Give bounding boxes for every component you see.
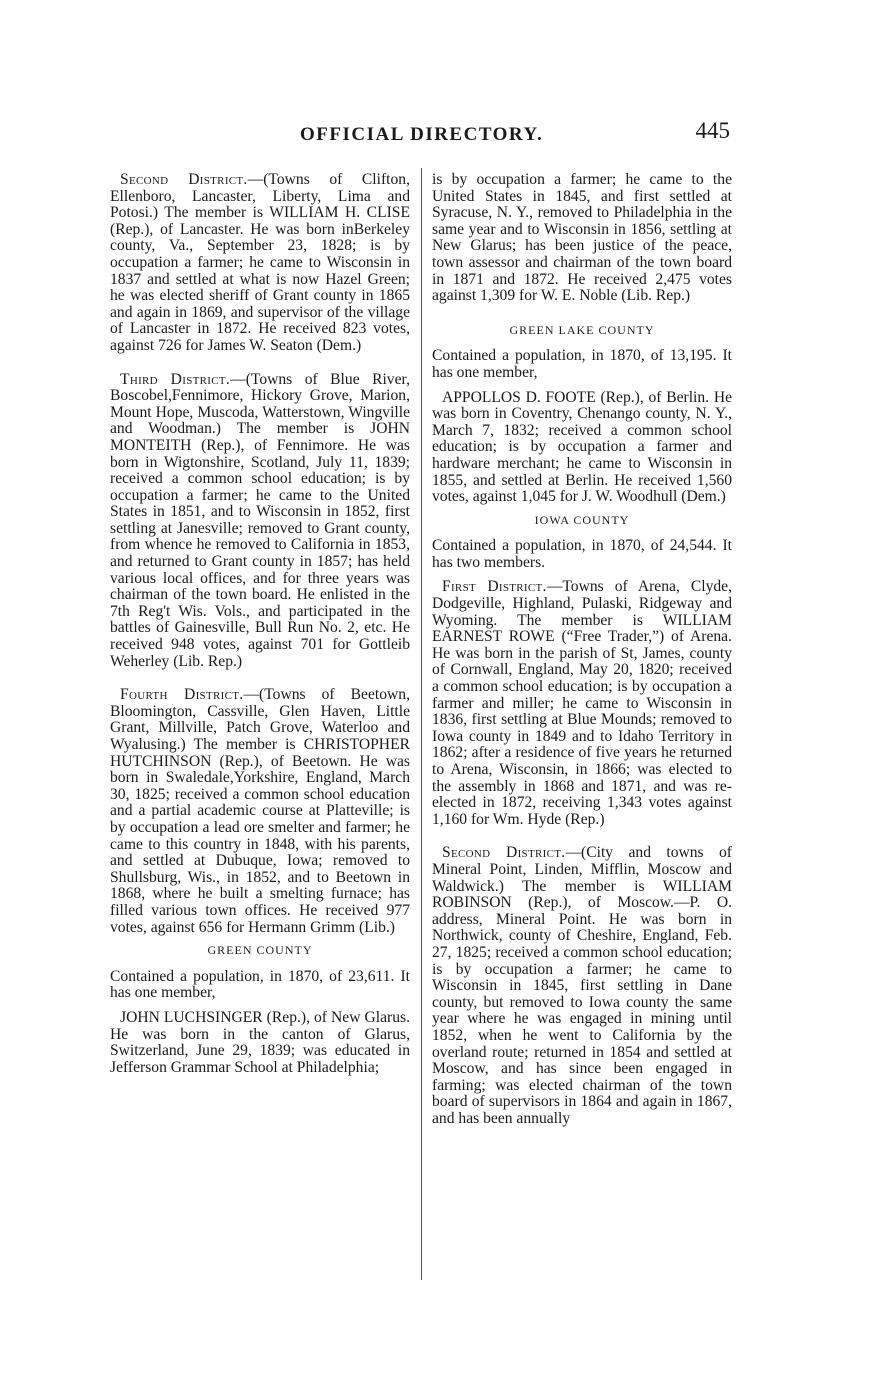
right-column (432, 172, 732, 1133)
district-label: Fourth District. (120, 686, 244, 704)
district-label: Third District. (120, 370, 231, 388)
green-lake-county-member: APPOLLOS D. FOOTE (Rep.), of Berlin. He was born in Coventry, Chenango county, N. Y., March 7, 1832; received a common school education; is by occupation a farmer and hardware merchant; he came to Wisconsin in 1855, and settled at Berlin. He received 1,560 votes, against 1,045 for J. W. Woodhull (Dem.) (432, 388, 732, 506)
iowa-county-heading: IOWA COUNTY (534, 512, 630, 527)
green-county-population: Contained a population, in 1870, of 23,611. It has one member, (110, 967, 410, 1002)
second-district-entry (110, 172, 410, 355)
district-label: First District. (442, 578, 547, 596)
running-head: OFFICIAL DIRECTORY. (300, 124, 544, 145)
green-lake-county-heading: GREEN LAKE COUNTY (509, 322, 655, 337)
district-text: —(City and towns of Mineral Point, Linden, Mifflin, Moscow and Waldwick.) The member is WILLIAM ROBINSON (Rep.), of Moscow.—P. O. address, Mineral Point. He was born in Northwick, county of Cheshire, England, Feb. 27, 1825; received a common school education; is by occupation a farmer; he came to Wisconsin in 1845, first settling in Dane county, but removed to Iowa county the same year where he was engaged in mining until 1852, when he went to California by the overland route; returned in 1854 and settled at Moscow, and has since been engaged in farming; was elected chairman of the town board of supervisors in 1864 and again in 1867, and has been annually (432, 844, 732, 1127)
iowa-first-district-entry (432, 579, 732, 828)
district-text: —(Towns of Clifton, Ellenboro, Lancaster, Liberty, Lima and Potosi.) The member is WILLIAM H. CLISE (Rep.), of Lancaster. He was born inBerkeley county, Va., September 23, 1828; is by occupation a farmer; he came to Wisconsin in 1837 and settled at what is now Hazel Green; he was elected sheriff of Grant county in 1865 and again in 1869, and supervisor of the village of Lancaster in 1872. He received 823 votes, against 726 for James W. Seaton (Dem.) (110, 171, 410, 354)
district-text: —Towns of Arena, Clyde, Dodgeville, Highland, Pulaski, Ridgeway and Wyoming. The member is WILLIAM EARNEST ROWE (“Free Trader,”) of Arena. He was born in the parish of St, James, county of Cornwall, England, May 20, 1820; received a common school education; is by occupation a farmer and miller; he came to Wisconsin in 1836, first settling at Blue Mounds; removed to Iowa county in 1849 and to Idaho Territory in 1862; after a residence of five years he returned to Arena, Wisconsin, in 1866; was elected to the assembly in 1868 and 1871, and was re-elected in 1872, receiving 1,343 votes against 1,160 for Wm. Hyde (Rep.) (432, 578, 733, 828)
page-number: 445 (695, 118, 730, 143)
green-county-heading: GREEN COUNTY (207, 943, 313, 958)
fourth-district-entry (110, 687, 410, 936)
district-label: Second District. (442, 844, 566, 862)
iowa-county-population: Contained a population, in 1870, of 24,544. It has two members. (432, 537, 732, 571)
page-header (110, 118, 730, 148)
left-column (110, 172, 410, 1082)
green-lake-county-population: Contained a population, in 1870, of 13,195. It has one member, (432, 347, 732, 381)
iowa-second-district-entry (432, 845, 732, 1127)
third-district-entry (110, 372, 410, 671)
green-county-member-continued: is by occupation a farmer; he came to the United States in 1845, and first settled at Syracuse, N. Y., removed to Philadelphia in the same year and to Wisconsin in 1856, settling at New Glarus; has been justice of the peace, town assessor and chairman of the town board in 1871 and 1872. He received 2,475 votes against 1,309 for W. E. Noble (Lib. Rep.) (432, 171, 732, 305)
district-label: Second District. (120, 171, 248, 188)
district-text: —(Towns of Beetown, Bloomington, Cassville, Glen Haven, Little Grant, Millville, Patch Grove, Waterloo and Wyalusing.) The member is CHRISTOPHER HUTCHINSON (Rep.), of Beetown. He was born in Swaledale,Yorkshire, England, March 30, 1825; received a common school education and a partial academic course at Platteville; is by occupation a lead ore smelter and farmer; he came to this country in 1848, with his parents, and settled at Dubuque, Iowa; removed to Shullsburg, Wis., in 1852, and to Beetown in 1868, where he built a smelting furnace; has filled various town offices. He received 977 votes, against 656 for Hermann Grimm (Lib.) (110, 686, 410, 936)
column-divider (421, 168, 422, 1280)
district-text: —(Towns of Blue River, Boscobel,Fennimore, Hickory Grove, Marion, Mount Hope, Muscoda, Watterstown, Wingville and Woodman.) The member is JOHN MONTEITH (Rep.), of Fennimore. He was born in Wigtonshire, Scotland, July 11, 1839; received a common school education; is by occupation a farmer; he came to the United States in 1851, and to Wisconsin in 1852, first settling at Janesville; removed to Grant county, from whence he removed to California in 1853, and returned to Grant county in 1857; has held various local offices, and for three years was chairman of the town board. He enlisted in the 7th Reg't Wis. Vols., and participated in the battles of Gainesville, Bull Run No. 2, etc. He received 948 votes, against 701 for Gottleib Weherley (Lib. Rep.) (110, 370, 410, 670)
green-county-member: JOHN LUCHSINGER (Rep.), of New Glarus. He was born in the canton of Glarus, Switzerland, June 29, 1839; was educated in Jefferson Grammar School at Philadelphia; (110, 1008, 410, 1076)
